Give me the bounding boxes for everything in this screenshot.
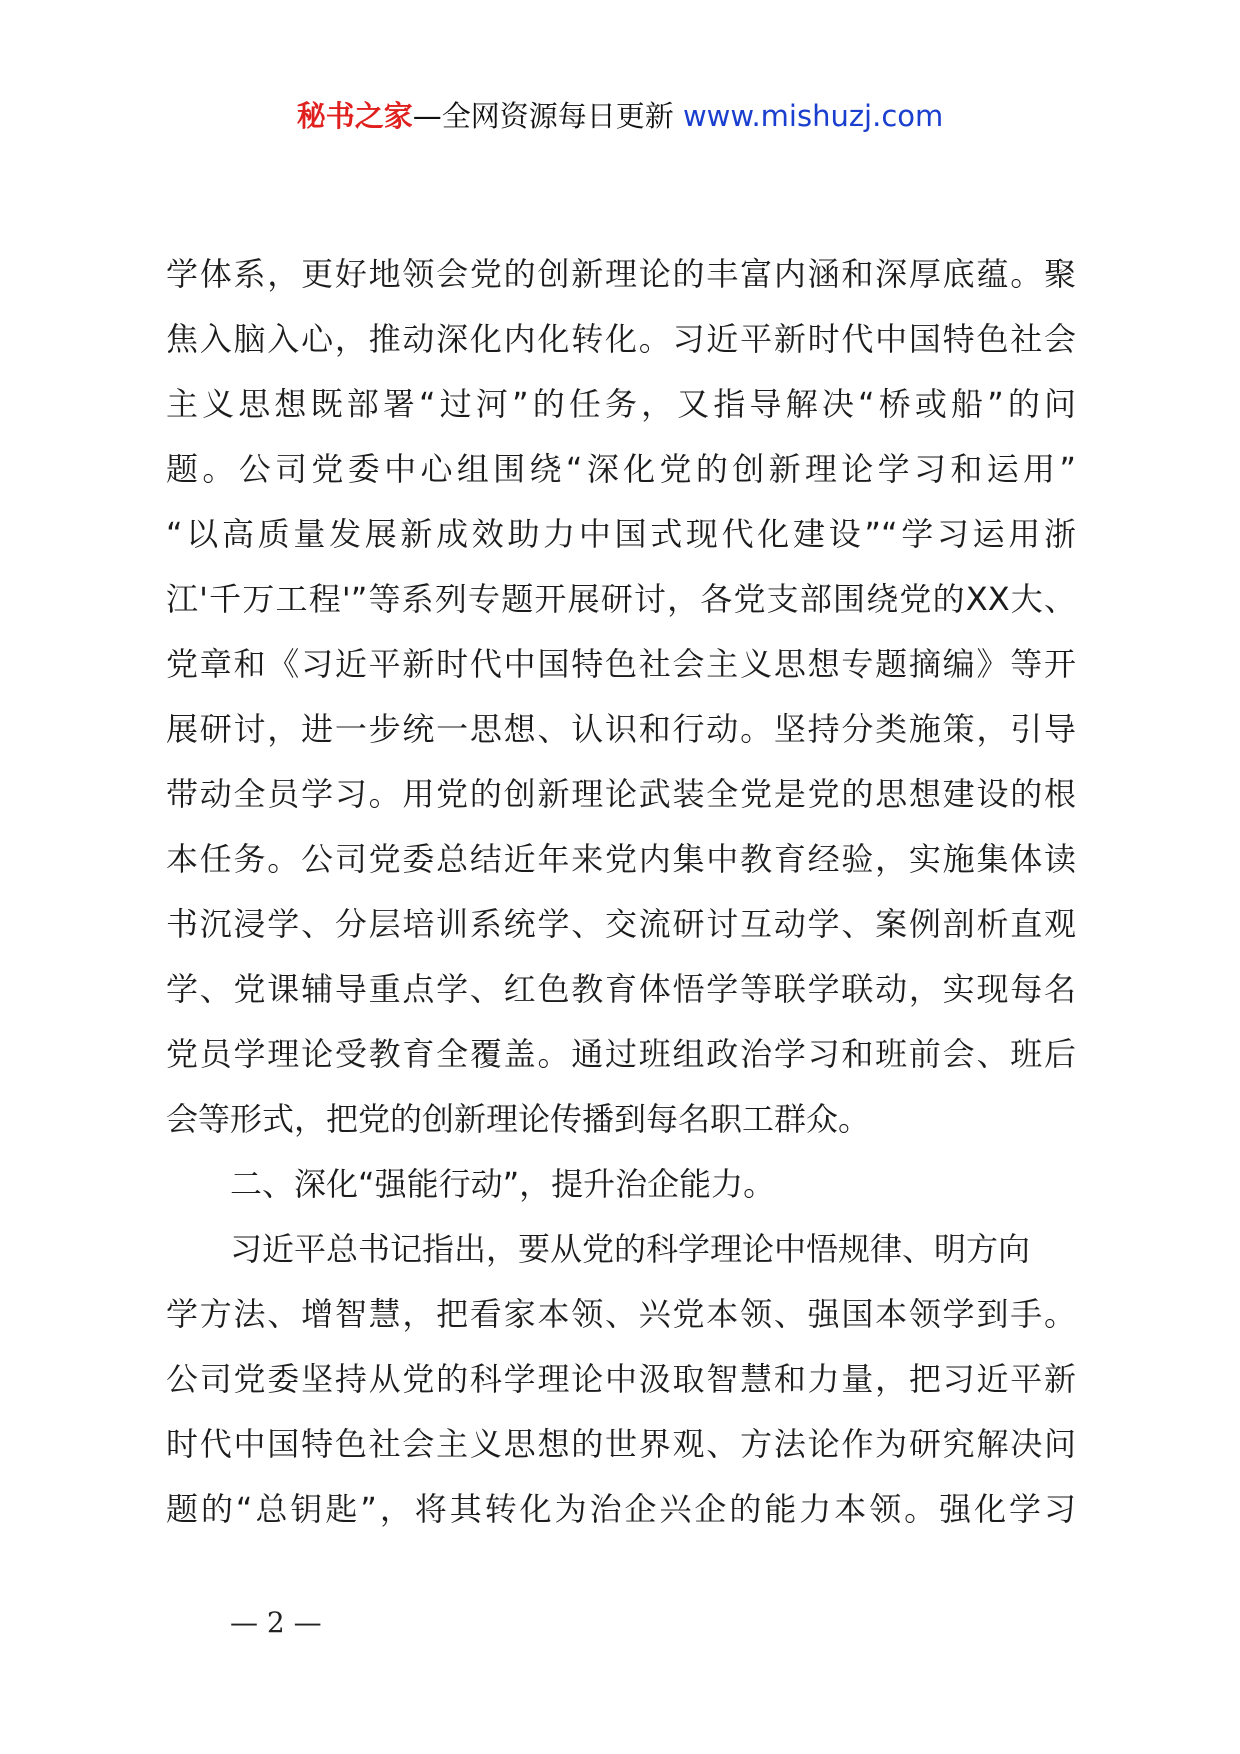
text-line: 焦入脑入心，推动深化内化转化。习近平新时代中国特色社会 [166, 320, 1076, 358]
site-brand: 秘书之家 [296, 99, 413, 133]
text-line: 江'千万工程'”等系列专题开展研讨，各党支部围绕党的XX大、 [166, 580, 1076, 618]
document-body [166, 242, 1076, 1542]
text-line: 学方法、增智慧，把看家本领、兴党本领、强国本领学到手。 [166, 1295, 1076, 1333]
site-slogan: —全网资源每日更新 [412, 99, 674, 133]
text-line: 主义思想既部署“过河”的任务，又指导解决“桥或船”的问 [166, 385, 1076, 423]
section-heading: 二、深化“强能行动”，提升治企能力。 [230, 1165, 776, 1203]
text-line: 习近平总书记指出，要从党的科学理论中悟规律、明方向 [230, 1230, 1031, 1268]
text-line: 党员学理论受教育全覆盖。通过班组政治学习和班前会、班后 [166, 1035, 1076, 1073]
text-line: 公司党委坚持从党的科学理论中汲取智慧和力量，把习近平新 [166, 1360, 1076, 1398]
text-line: 带动全员学习。用党的创新理论武装全党是党的思想建设的根 [166, 775, 1076, 813]
text-line: “以高质量发展新成效助力中国式现代化建设”“学习运用浙 [166, 515, 1076, 553]
text-line: 时代中国特色社会主义思想的世界观、方法论作为研究解决问 [166, 1425, 1076, 1463]
text-line: 学、党课辅导重点学、红色教育体悟学等联学联动，实现每名 [166, 970, 1076, 1008]
text-line: 题的“总钥匙”，将其转化为治企兴企的能力本领。强化学习 [166, 1490, 1076, 1528]
text-line: 书沉浸学、分层培训系统学、交流研讨互动学、案例剖析直观 [166, 905, 1076, 943]
page-header [0, 96, 1240, 136]
site-url[interactable]: www.mishuzj.com [682, 99, 944, 133]
text-line: 会等形式，把党的创新理论传播到每名职工群众。 [166, 1100, 871, 1138]
text-line: 本任务。公司党委总结近年来党内集中教育经验，实施集体读 [166, 840, 1076, 878]
text-line: 学体系，更好地领会党的创新理论的丰富内涵和深厚底蕴。聚 [166, 255, 1076, 293]
text-line: 展研讨，进一步统一思想、认识和行动。坚持分类施策，引导 [166, 710, 1076, 748]
text-line: 题。公司党委中心组围绕“深化党的创新理论学习和运用” [166, 450, 1076, 488]
text-line: 党章和《习近平新时代中国特色社会主义思想专题摘编》等开 [166, 645, 1076, 683]
page-number: — 2 — [230, 1606, 322, 1639]
